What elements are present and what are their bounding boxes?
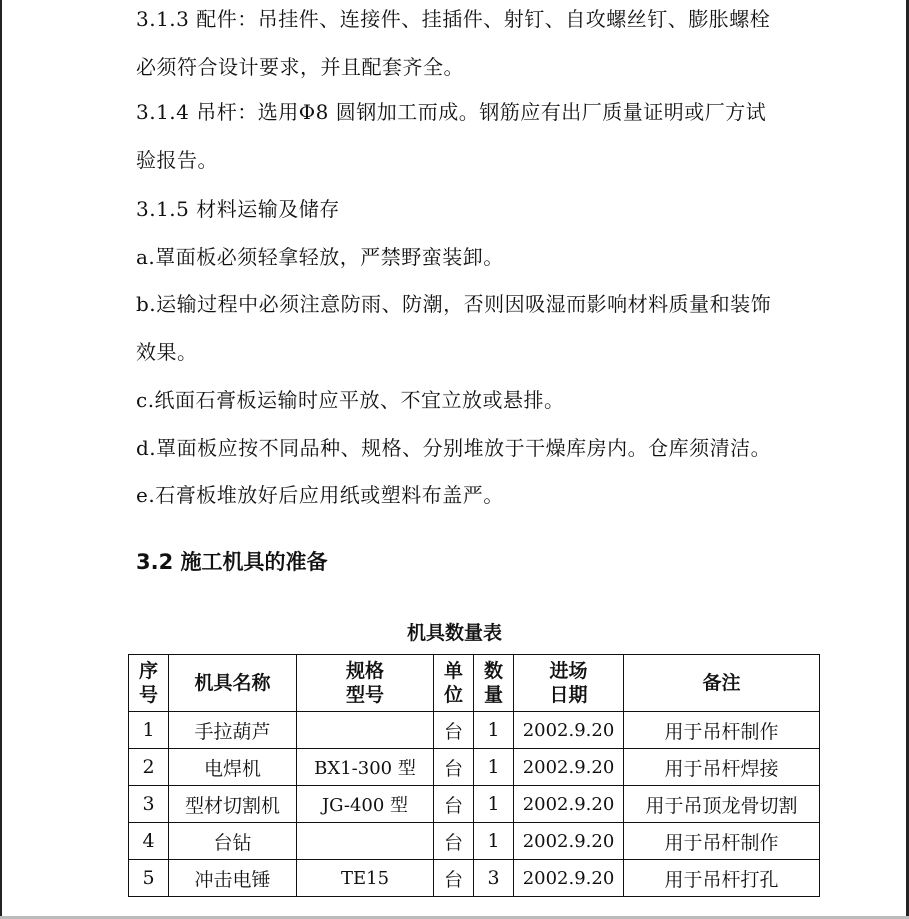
cell-date: 2002.9.20 <box>514 823 624 860</box>
header-qty: 数 量 <box>474 655 514 712</box>
table-row <box>129 823 820 860</box>
header-index: 序 号 <box>129 655 169 712</box>
cell-qty: 1 <box>474 749 514 786</box>
paragraph-item-b-line1: b.运输过程中必须注意防雨、防潮，否则因吸湿而影响材料质量和装饰 <box>136 292 772 316</box>
cell-unit: 台 <box>434 860 474 897</box>
cell-note: 用于吊杆制作 <box>624 712 820 749</box>
table-row <box>129 712 820 749</box>
cell-note: 用于吊顶龙骨切割 <box>624 786 820 823</box>
cell-spec <box>297 712 434 749</box>
cell-index: 1 <box>129 712 169 749</box>
cell-unit: 台 <box>434 749 474 786</box>
paragraph-item-b-line2: 效果。 <box>136 340 198 364</box>
paragraph-3-1-4-line1: 3.1.4 吊杆：选用Φ8 圆钢加工而成。钢筋应有出厂质量证明或厂方试 <box>136 100 767 124</box>
cell-name: 台钻 <box>169 823 297 860</box>
cell-note: 用于吊杆制作 <box>624 823 820 860</box>
cell-unit: 台 <box>434 823 474 860</box>
section-heading: 3.2 施工机具的准备 <box>136 550 328 574</box>
cell-index: 4 <box>129 823 169 860</box>
cell-qty: 1 <box>474 823 514 860</box>
paragraph-item-e: e.石膏板堆放好后应用纸或塑料布盖严。 <box>136 483 504 507</box>
cell-qty: 1 <box>474 712 514 749</box>
cell-date: 2002.9.20 <box>514 786 624 823</box>
table-caption: 机具数量表 <box>406 622 502 644</box>
header-date: 进场 日期 <box>514 655 624 712</box>
paragraph-3-1-3-line1: 3.1.3 配件：吊挂件、连接件、挂插件、射钉、自攻螺丝钉、膨胀螺栓 <box>136 7 771 31</box>
cell-date: 2002.9.20 <box>514 860 624 897</box>
paragraph-item-d: d.罩面板应按不同品种、规格、分别堆放于干燥库房内。仓库须清洁。 <box>136 436 772 460</box>
cell-name: 电焊机 <box>169 749 297 786</box>
cell-date: 2002.9.20 <box>514 749 624 786</box>
cell-unit: 台 <box>434 786 474 823</box>
header-unit: 单 位 <box>434 655 474 712</box>
cell-qty: 1 <box>474 786 514 823</box>
page-left-edge <box>0 0 2 919</box>
cell-name: 冲击电锤 <box>169 860 297 897</box>
header-note: 备注 <box>624 655 820 712</box>
cell-unit: 台 <box>434 712 474 749</box>
table-header-row <box>129 655 820 712</box>
header-name: 机具名称 <box>169 655 297 712</box>
table-row <box>129 786 820 823</box>
cell-note: 用于吊杆焊接 <box>624 749 820 786</box>
table-row <box>129 860 820 897</box>
cell-spec <box>297 823 434 860</box>
cell-index: 3 <box>129 786 169 823</box>
cell-name: 手拉葫芦 <box>169 712 297 749</box>
cell-spec: BX1-300 型 <box>297 749 434 786</box>
paragraph-3-1-5-title: 3.1.5 材料运输及储存 <box>136 197 340 221</box>
cell-spec: JG-400 型 <box>297 786 434 823</box>
cell-name: 型材切割机 <box>169 786 297 823</box>
paragraph-item-a: a.罩面板必须轻拿轻放，严禁野蛮装卸。 <box>136 245 504 269</box>
paragraph-3-1-3-line2: 必须符合设计要求，并且配套齐全。 <box>136 55 464 79</box>
paragraph-3-1-4-line2: 验报告。 <box>136 148 218 172</box>
table-row <box>129 749 820 786</box>
cell-note: 用于吊杆打孔 <box>624 860 820 897</box>
cell-qty: 3 <box>474 860 514 897</box>
header-spec: 规格 型号 <box>297 655 434 712</box>
cell-date: 2002.9.20 <box>514 712 624 749</box>
cell-spec: TE15 <box>297 860 434 897</box>
equipment-table <box>128 654 820 897</box>
paragraph-item-c: c.纸面石膏板运输时应平放、不宜立放或悬排。 <box>136 388 565 412</box>
cell-index: 5 <box>129 860 169 897</box>
cell-index: 2 <box>129 749 169 786</box>
